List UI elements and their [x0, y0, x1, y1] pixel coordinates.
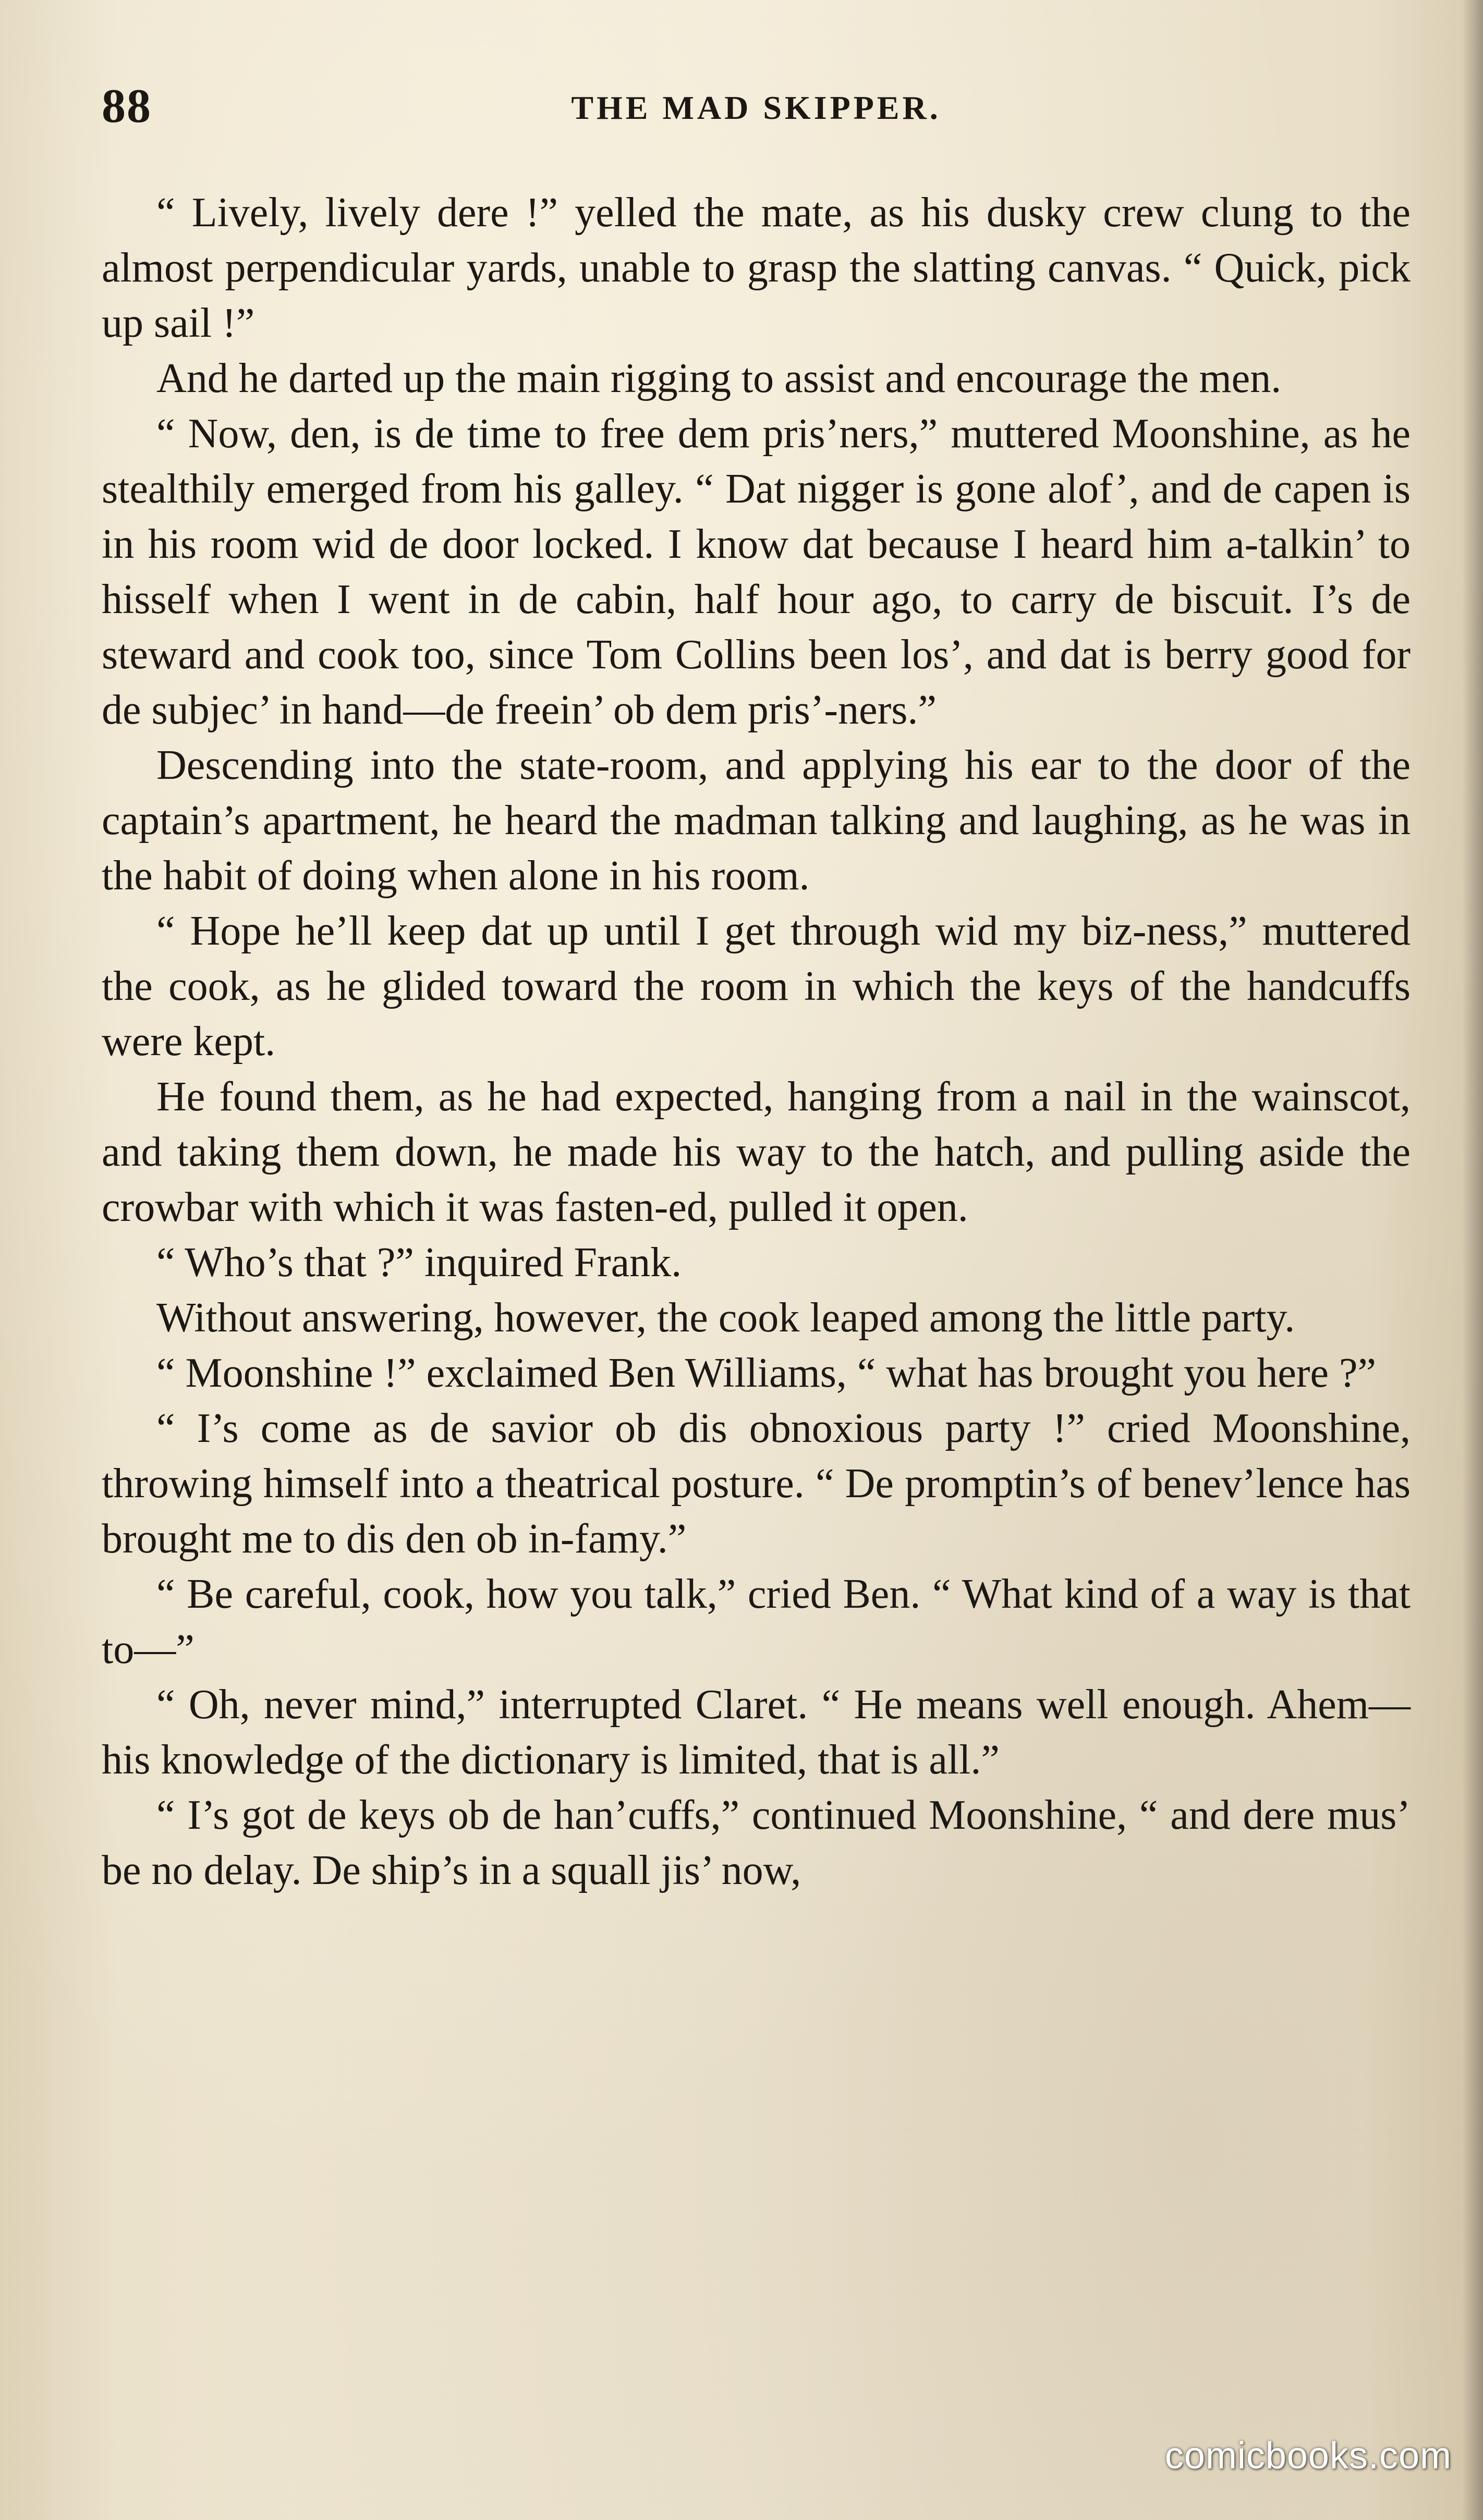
body-text	[102, 185, 1411, 1898]
paragraph: He found them, as he had expected, hanging from a nail in the wainscot, and taking them down, he made his way to the hatch, and pulling aside the crowbar with which it was fasten-ed, pulled it open.	[102, 1074, 1411, 1230]
paragraph: “ Now, den, is de time to free dem pris’ners,” muttered Moonshine, as he stealthily emerged from his galley. “ Dat nigger is gone alof’, and de capen is in his room wid de door locked. I know dat because I heard him a-talkin’ to hisself when I went in de cabin, half hour ago, to carry de biscuit. I’s de steward and cook too, since Tom Collins been los’, and dat is berry good for de subjec’ in hand—de freein’ ob dem pris’-ners.”	[102, 411, 1411, 733]
page-number: 88	[102, 79, 152, 132]
watermark: comicbooks.com	[1164, 2435, 1452, 2477]
paragraph: “ Hope he’ll keep dat up until I get through wid my biz-ness,” muttered the cook, as he glided toward the room in which the keys of the handcuffs were kept.	[102, 908, 1411, 1065]
paragraph: “ I’s come as de savior ob dis obnoxious party !” cried Moonshine, throwing himself into a theatrical posture. “ De promptin’s of benev’lence has brought me to dis den ob in-famy.”	[102, 1405, 1411, 1562]
running-title: THE MAD SKIPPER.	[571, 89, 941, 126]
paragraph: Without answering, however, the cook leaped among the little party.	[156, 1295, 1295, 1341]
paragraph: “ Who’s that ?” inquired Frank.	[156, 1240, 682, 1286]
paragraph: “ Moonshine !” exclaimed Ben Williams, “ what has brought you here ?”	[156, 1350, 1377, 1396]
paragraph: “ Be careful, cook, how you talk,” cried Ben. “ What kind of a way is that to—”	[102, 1571, 1411, 1672]
paragraph: Descending into the state-room, and applying his ear to the door of the captain’s apartment, he heard the madman talking and laughing, as he was in the habit of doing when alone in his room.	[102, 742, 1411, 899]
paragraph: And he darted up the main rigging to assist and encourage the men.	[156, 356, 1282, 401]
paragraph: “ I’s got de keys ob de han’cuffs,” continued Moonshine, “ and dere mus’ be no delay. De ship’s in a squall jis’ now,	[102, 1792, 1411, 1893]
page-header	[102, 78, 1411, 136]
paragraph: “ Oh, never mind,” interrupted Claret. “ He means well enough. Ahem—his knowledge of the dictionary is limited, that is all.”	[102, 1682, 1411, 1783]
paragraph: “ Lively, lively dere !” yelled the mate, as his dusky crew clung to the almost perpendicular yards, unable to grasp the slatting canvas. “ Quick, pick up sail !”	[102, 190, 1411, 346]
page-edge-shadow	[1462, 0, 1483, 2520]
